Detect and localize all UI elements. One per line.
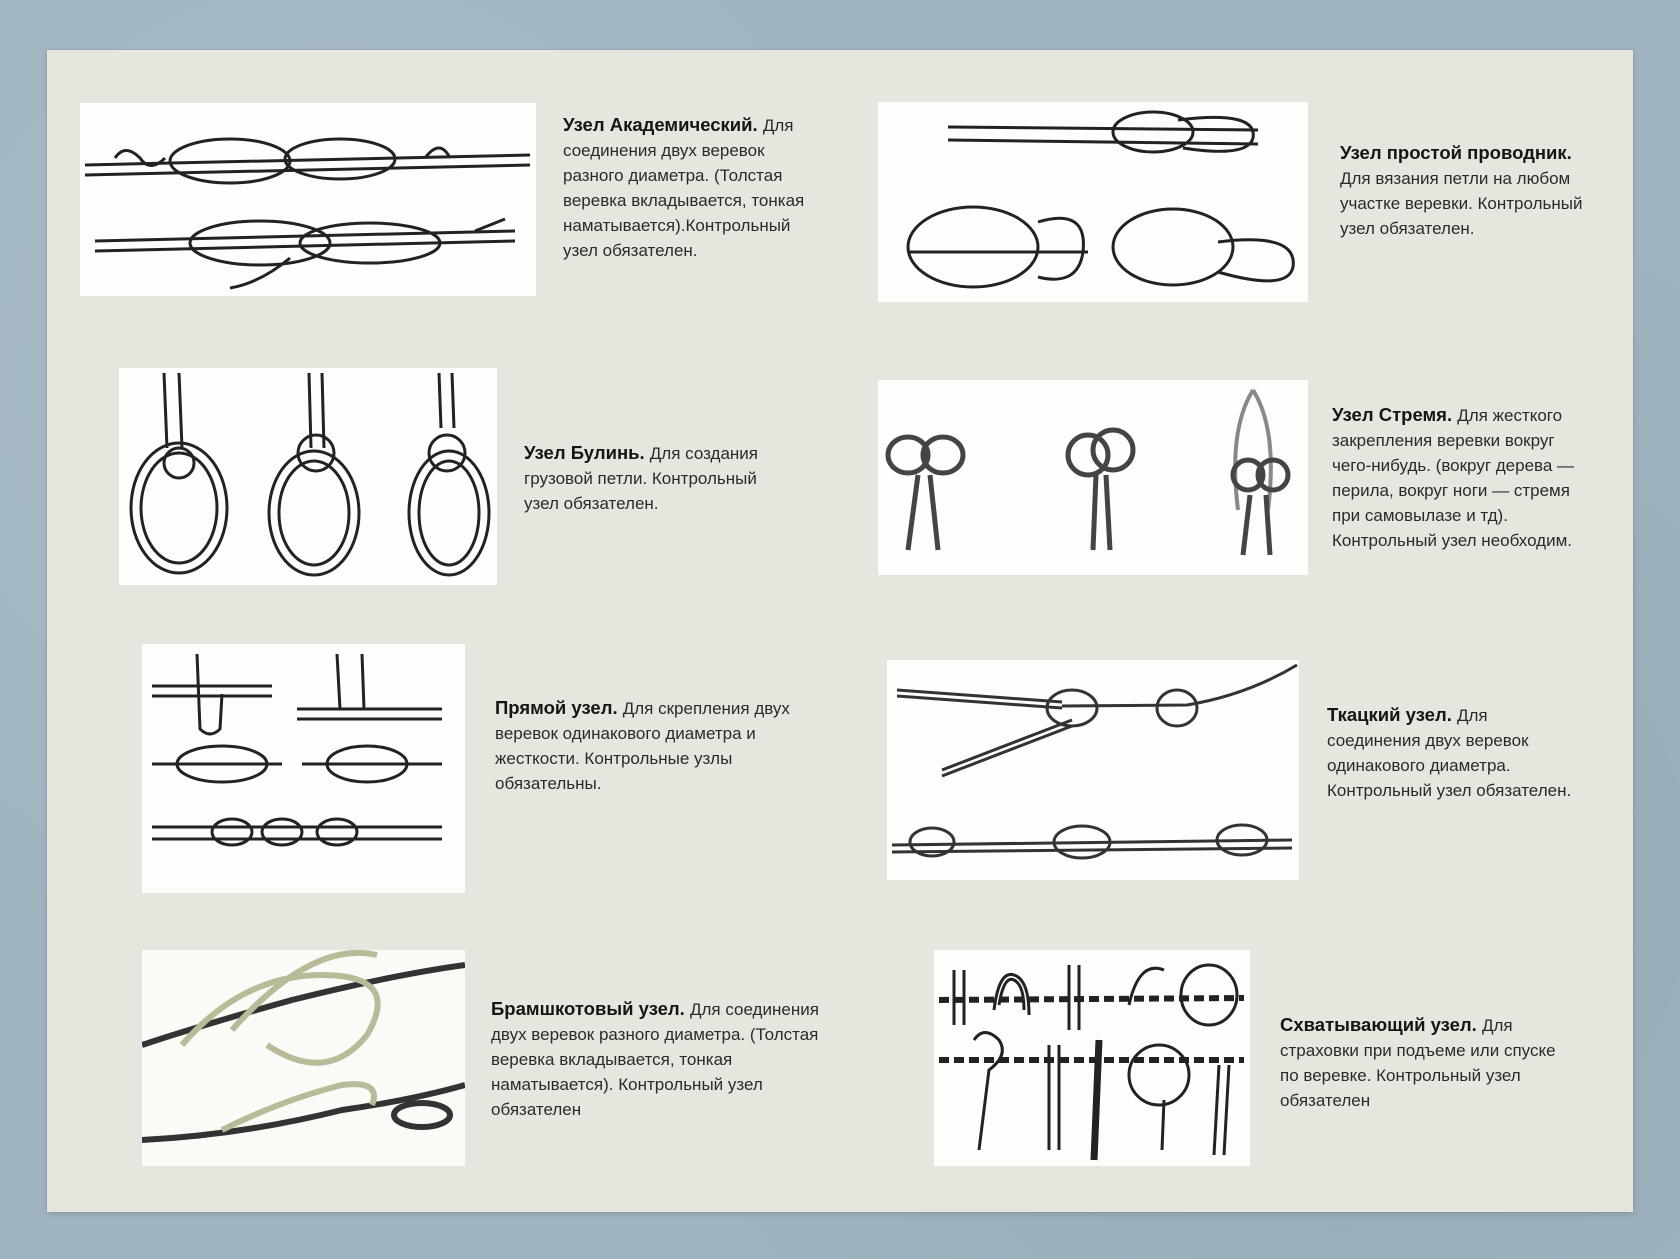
- knot-text: Для соединения двух веревок разного диаметра. (Толстая веревка вкладывается, тонкая наматывается). Контрольный узел обязателен: [491, 1000, 819, 1119]
- stirrup-knot-illustration: [878, 380, 1308, 575]
- simple-guide-knot-description: [1340, 140, 1585, 241]
- stirrup-knot-description: [1332, 402, 1597, 553]
- knot-title: Узел Булинь.: [524, 442, 650, 463]
- knot-title: Узел Академический.: [563, 114, 763, 135]
- weavers-knot-description: [1327, 702, 1572, 803]
- academic-knot-description: [563, 112, 823, 263]
- reef-knot-description: [495, 695, 795, 796]
- knot-title: Узел Стремя.: [1332, 404, 1458, 425]
- knot-text: Для жесткого закрепления веревки вокруг чего-нибудь. (вокруг дерева — перила, вокруг ноги — стремя при самовылазе и тд). Контрольный узел необходим.: [1332, 406, 1575, 550]
- prusik-knot-illustration: [934, 950, 1250, 1166]
- reef-knot-illustration: [142, 644, 465, 893]
- knot-text: Для скрепления двух веревок одинакового диаметра и жесткости. Контрольные узлы обязательны.: [495, 699, 790, 793]
- knot-text: Для вязания петли на любом участке веревки. Контрольный узел обязателен.: [1340, 169, 1583, 238]
- prusik-knot-description: [1280, 1012, 1575, 1113]
- knot-text: Для создания грузовой петли. Контрольный узел обязателен.: [524, 444, 758, 513]
- knot-text: Для соединения двух веревок одинакового диаметра. Контрольный узел обязателен.: [1327, 706, 1572, 800]
- knot-title: Прямой узел.: [495, 697, 623, 718]
- bowline-knot-illustration: [119, 368, 497, 585]
- simple-guide-knot-illustration: [878, 102, 1308, 302]
- sheet-bend-knot-description: [491, 996, 836, 1122]
- knot-text: Для соединения двух веревок разного диаметра. (Толстая веревка вкладывается, тонкая наматывается).Контрольный узел обязателен.: [563, 116, 805, 260]
- knot-title: Ткацкий узел.: [1327, 704, 1457, 725]
- academic-knot-illustration: [80, 103, 536, 296]
- knot-title: Узел простой проводник.: [1340, 142, 1572, 163]
- bowline-knot-description: [524, 440, 794, 516]
- paper-sheet: [47, 50, 1633, 1212]
- sheet-bend-knot-illustration: [142, 950, 465, 1166]
- knot-title: Схватывающий узел.: [1280, 1014, 1482, 1035]
- weavers-knot-illustration: [887, 660, 1299, 880]
- knot-text: Для страховки при подъеме или спуске по веревке. Контрольный узел обязателен: [1280, 1016, 1556, 1110]
- knot-title: Брамшкотовый узел.: [491, 998, 690, 1019]
